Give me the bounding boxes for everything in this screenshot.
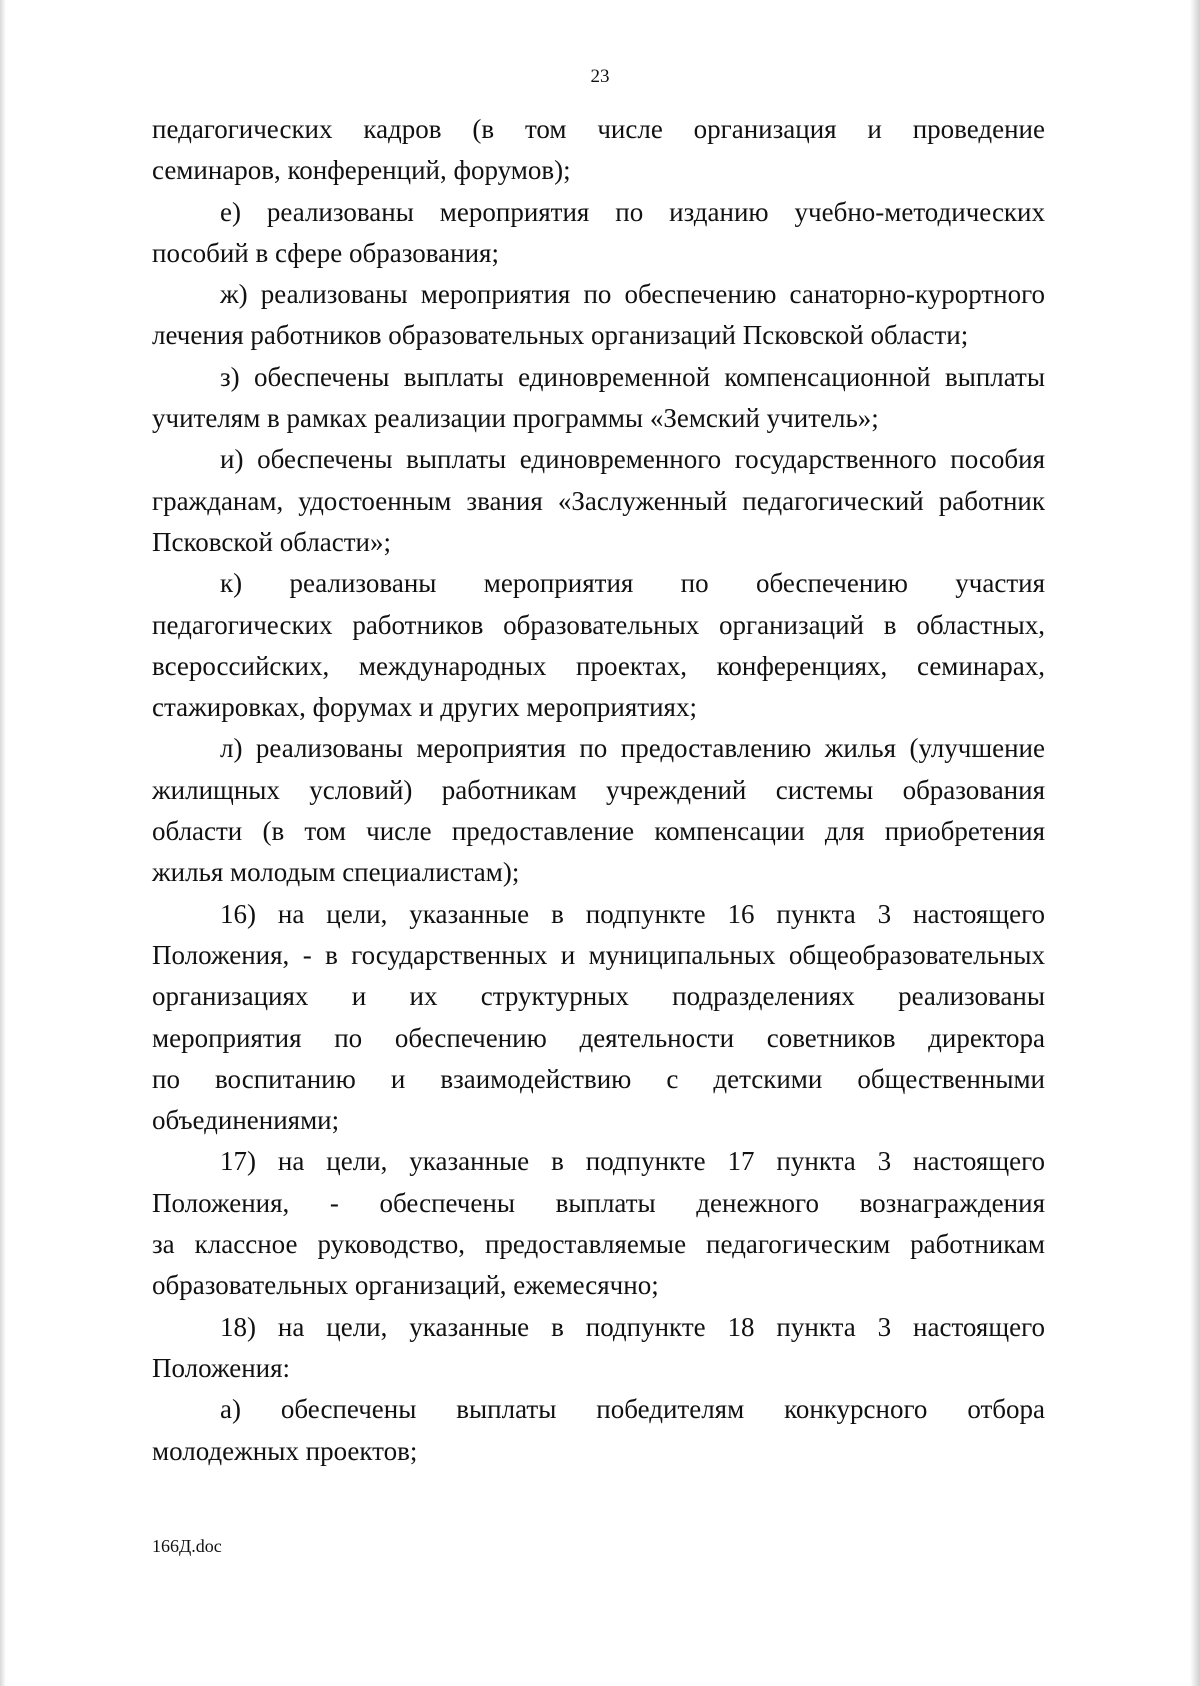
text-line: области (в том числе предоставление компенсации для приобретения — [152, 816, 1045, 847]
text-line: Положения: — [152, 1352, 291, 1383]
text-line: пособий в сфере образования; — [152, 237, 499, 268]
paragraph — [152, 109, 1045, 192]
text-line: организациях и их структурных подразделениях реализованы — [152, 981, 1045, 1012]
text-line: образовательных организаций, ежемесячно; — [152, 1270, 659, 1301]
text-line: жилищных условий) работникам учреждений системы образования — [152, 774, 1045, 805]
text-line: 17) на цели, указанные в подпункте 17 пункта 3 настоящего — [220, 1146, 1045, 1177]
text-line: а) обеспечены выплаты победителям конкурсного отбора — [220, 1394, 1045, 1425]
paragraph — [152, 192, 1045, 275]
document-body — [152, 109, 1045, 1472]
text-line: и) обеспечены выплаты единовременного государственного пособия — [220, 444, 1045, 475]
text-line: всероссийских, международных проектах, конференциях, семинарах, — [152, 650, 1045, 681]
paragraph — [152, 894, 1045, 1142]
text-line: Положения, - обеспечены выплаты денежного вознаграждения — [152, 1187, 1045, 1218]
text-line: по воспитанию и взаимодействию с детскими общественными — [152, 1063, 1045, 1094]
text-line: семинаров, конференций, форумов); — [152, 155, 571, 186]
text-line: жилья молодым специалистам); — [152, 857, 520, 888]
paragraph — [152, 274, 1045, 357]
paragraph — [152, 1141, 1045, 1306]
text-line: 16) на цели, указанные в подпункте 16 пункта 3 настоящего — [220, 898, 1045, 929]
paragraph — [152, 1307, 1045, 1390]
text-line: лечения работников образовательных организаций Псковской области; — [152, 320, 969, 351]
text-line: педагогических кадров (в том числе организация и проведение — [152, 114, 1045, 144]
text-line: педагогических работников образовательных организаций в областных, — [152, 609, 1045, 640]
text-line: учителям в рамках реализации программы «Земский учитель»; — [152, 403, 879, 434]
text-line: Псковской области»; — [152, 526, 392, 557]
text-line: ж) реализованы мероприятия по обеспечению санаторно-курортного — [220, 279, 1045, 310]
text-line: объединениями; — [152, 1105, 340, 1136]
text-line: е) реализованы мероприятия по изданию учебно-методических — [220, 196, 1045, 227]
paragraph — [152, 1389, 1045, 1472]
page-number: 23 — [590, 66, 610, 87]
text-line: мероприятия по обеспечению деятельности советников директора — [152, 1022, 1045, 1053]
footer-filename: 166Д.doc — [152, 1536, 222, 1556]
text-line: Положения, - в государственных и муниципальных общеобразовательных — [152, 939, 1045, 970]
text-line: стажировках, форумах и других мероприятиях; — [152, 692, 697, 723]
paragraph — [152, 563, 1045, 728]
paragraph — [152, 439, 1045, 563]
text-line: з) обеспечены выплаты единовременной компенсационной выплаты — [220, 361, 1045, 392]
paragraph — [152, 728, 1045, 893]
text-line: гражданам, удостоенным звания «Заслуженный педагогический работник — [152, 485, 1045, 516]
scan-edge-left — [0, 0, 6, 1686]
paragraph — [152, 357, 1045, 440]
text-line: 18) на цели, указанные в подпункте 18 пункта 3 настоящего — [220, 1311, 1045, 1342]
text-line: к) реализованы мероприятия по обеспечению участия — [220, 568, 1045, 599]
scan-edge-right — [1190, 0, 1200, 1686]
text-line: л) реализованы мероприятия по предоставлению жилья (улучшение — [220, 733, 1045, 764]
text-line: молодежных проектов; — [152, 1435, 418, 1466]
text-line: за классное руководство, предоставляемые педагогическим работникам — [152, 1229, 1045, 1260]
